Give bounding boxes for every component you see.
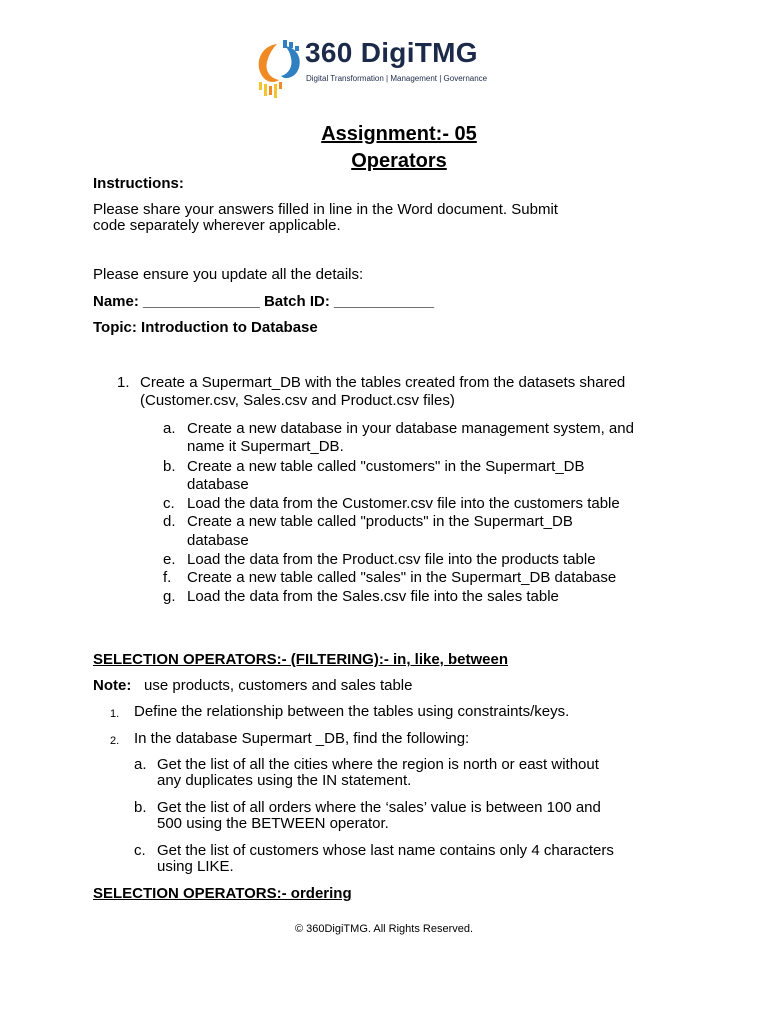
question-2-item-label: c. — [134, 842, 146, 859]
task-1-item-text-cont: database — [187, 532, 249, 549]
question-1-text: Define the relationship between the tables using constraints/keys. — [134, 703, 570, 720]
question-2-item-text-cont: 500 using the BETWEEN operator. — [157, 815, 389, 832]
question-2-item-label: a. — [134, 756, 147, 773]
instructions-line-2: code separately wherever applicable. — [93, 217, 341, 234]
ensure-details-text: Please ensure you update all the details: — [93, 266, 364, 283]
question-2-number: 2. — [110, 735, 120, 747]
task-1-item-label: c. — [163, 495, 175, 512]
note-label: Note: — [93, 677, 132, 694]
task-1-item-text: Load the data from the Customer.csv file into the customers table — [187, 495, 620, 512]
question-2-item-text: Get the list of all orders where the ‘sales’ value is between 100 and — [157, 799, 601, 816]
note-text: use products, customers and sales table — [144, 677, 413, 694]
topic-line: Topic: Introduction to Database — [93, 319, 318, 336]
task-1-item-text: Load the data from the Product.csv file into the products table — [187, 551, 596, 568]
task-1-item-text: Load the data from the Sales.csv file into the sales table — [187, 588, 559, 605]
ordering-heading: SELECTION OPERATORS:- ordering — [93, 885, 352, 902]
question-2-item-text: Get the list of customers whose last name contains only 4 characters — [157, 842, 614, 859]
task-1-item-label: e. — [163, 551, 176, 568]
question-2-item-text-cont: using LIKE. — [157, 858, 234, 875]
question-2-item-text-cont: any duplicates using the IN statement. — [157, 772, 412, 789]
task-1-number: 1. — [117, 374, 130, 391]
brand-tagline: Digital Transformation | Management | Governance — [306, 74, 488, 83]
question-2-item-text: Get the list of all the cities where the region is north or east without — [157, 756, 599, 773]
task-1-item-label: d. — [163, 513, 176, 530]
assignment-title: Assignment:- 05 — [321, 123, 477, 145]
selection-operators-heading: SELECTION OPERATORS:- (FILTERING):- in, like, between — [93, 651, 509, 668]
question-2-item-label: b. — [134, 799, 147, 816]
task-1-item-text: Create a new table called "products" in the Supermart_DB — [187, 513, 573, 530]
task-1-item-label: b. — [163, 458, 176, 475]
copyright-footer: © 360DigiTMG. All Rights Reserved. — [294, 923, 474, 935]
task-1-item-label: f. — [163, 569, 172, 586]
task-1-item-label: a. — [163, 420, 176, 437]
instructions-line-1: Please share your answers filled in line in the Word document. Submit — [93, 201, 558, 218]
instructions-heading: Instructions: — [93, 175, 184, 192]
brand-name: 360 DigiTMG — [305, 37, 478, 68]
task-1-item-text: Create a new table called "customers" in the Supermart_DB — [187, 458, 585, 475]
task-1-item-text-cont: name it Supermart_DB. — [187, 438, 344, 455]
task-1-item-label: g. — [163, 588, 176, 605]
question-1-number: 1. — [110, 708, 120, 720]
task-1-item-text-cont: database — [187, 476, 249, 493]
task-1-item-text: Create a new table called "sales" in the Supermart_DB database — [187, 569, 617, 586]
task-1-item-text: Create a new database in your database management system, and — [187, 420, 634, 437]
name-batch-line: Name: ______________ Batch ID: ____________ — [93, 293, 435, 310]
assignment-subtitle: Operators — [351, 150, 447, 172]
task-1-line-1: Create a Supermart_DB with the tables created from the datasets shared — [140, 374, 626, 391]
question-2-text: In the database Supermart _DB, find the following: — [134, 730, 470, 747]
task-1-line-2: (Customer.csv, Sales.csv and Product.csv files) — [140, 392, 455, 409]
